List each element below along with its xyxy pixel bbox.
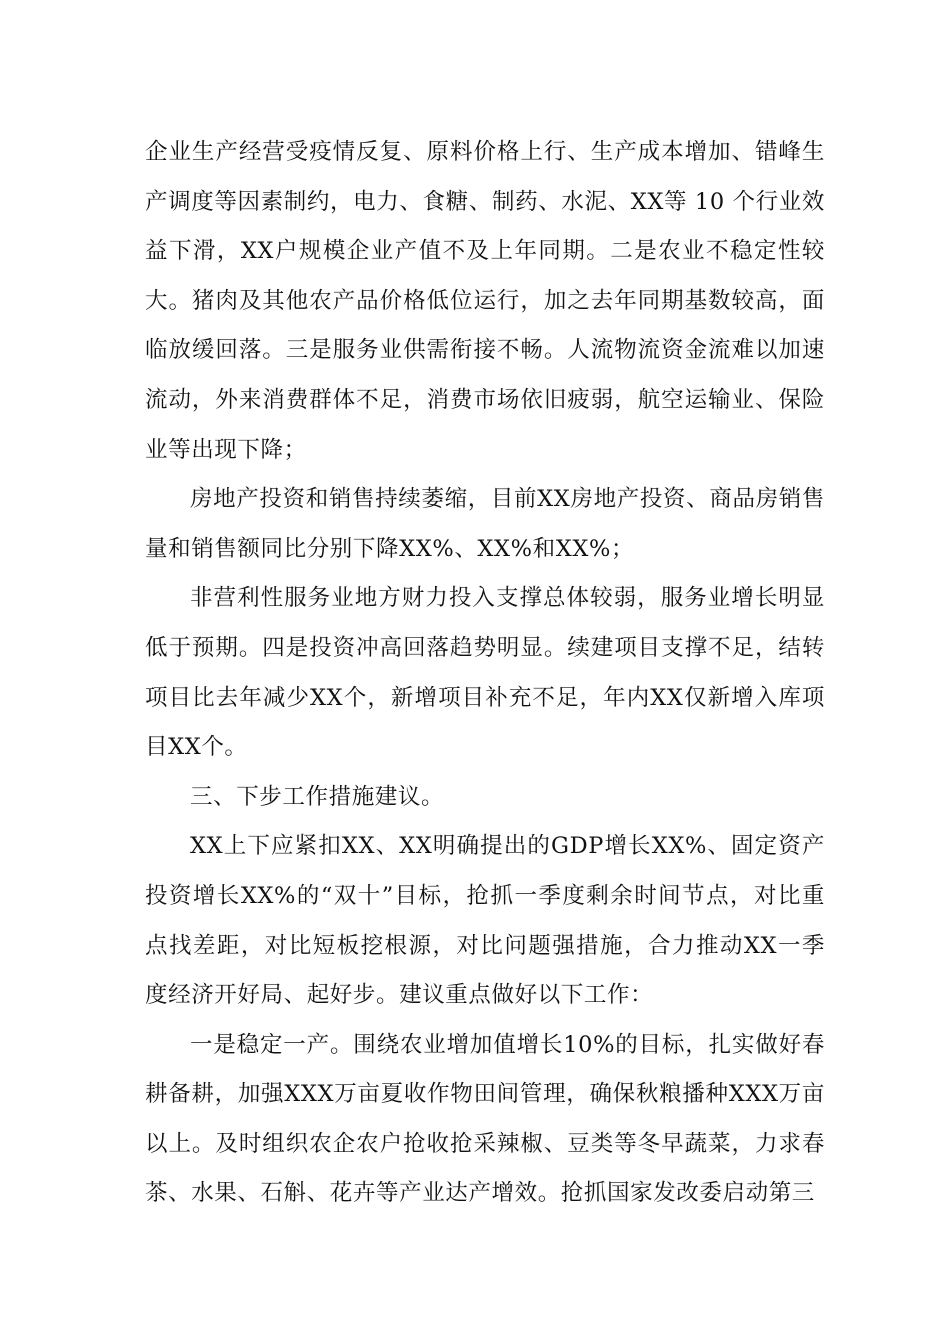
paragraph-5: XX上下应紧扣XX、XX明确提出的GDP增长XX%、固定资产投资增长XX%的“双十”目标，抢抓一季度剩余时间节点，对比重点找差距，对比短板挖根源，对比问题强措施，合力推动XX一季度经济开好局、起好步。建议重点做好以下工作： <box>145 833 825 1009</box>
paragraph-6: 一是稳定一产。围绕农业增加值增长10%的目标，扎实做好春耕备耕，加强XXX万亩夏收作物田间管理，确保秋粮播种XXX万亩以上。及时组织农企农户抢收抢采辣椒、豆类等冬早蔬菜，力求春茶、水果、石斛、花卉等产业达产增效。抢抓国家发改委启动第三 <box>145 1031 825 1207</box>
paragraph-1: 企业生产经营受疫情反复、原料价格上行、生产成本增加、错峰生产调度等因素制约，电力、食糖、制药、水泥、XX等 10 个行业效益下滑，XX户规模企业产值不及上年同期。二是农业不稳定性较大。猪肉及其他农产品价格低位运行，加之去年同期基数较高，面临放缓回落。三是服务业供需衔接不畅。人流物流资金流难以加速流动，外来消费群体不足，消费市场依旧疲弱，航空运输业、保险业等出现下降； <box>145 139 825 463</box>
paragraph-3: 非营利性服务业地方财力投入支撑总体较弱，服务业增长明显低于预期。四是投资冲高回落趋势明显。续建项目支撑不足，结转项目比去年减少XX个，新增项目补充不足，年内XX仅新增入库项目XX个。 <box>145 585 825 761</box>
paragraph-2: 房地产投资和销售持续萎缩，目前XX房地产投资、商品房销售量和销售额同比分别下降XX%、XX%和XX%； <box>145 486 825 562</box>
section-heading: 三、下步工作措施建议。 <box>190 783 445 810</box>
document-body <box>145 128 825 1219</box>
